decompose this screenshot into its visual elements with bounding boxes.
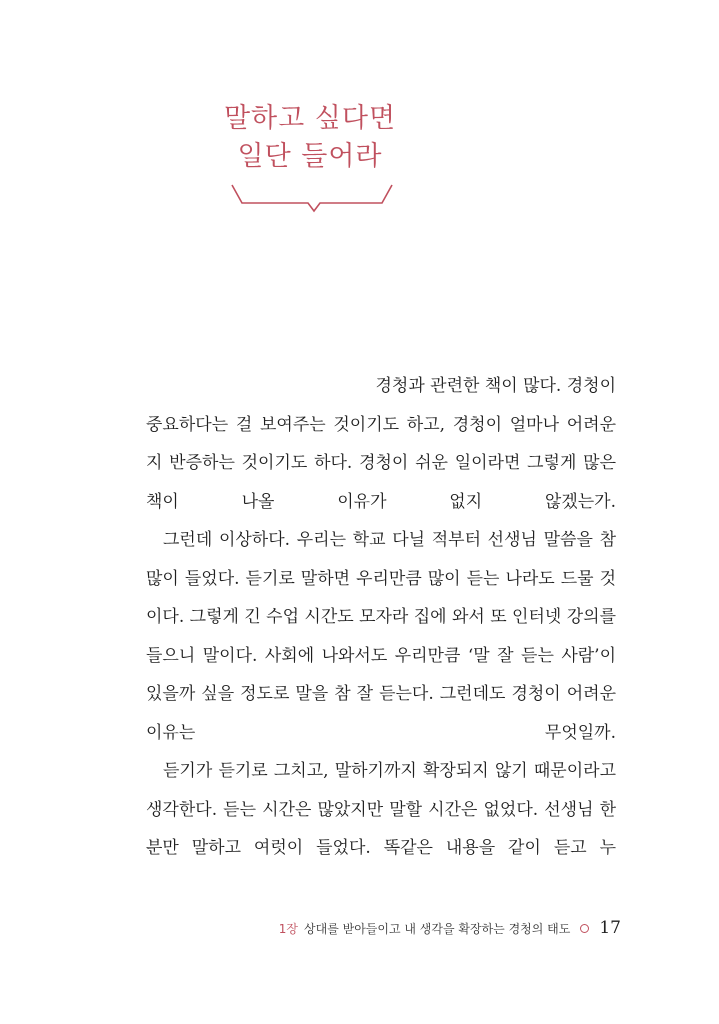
- circle-separator-icon: [580, 924, 589, 933]
- footer-chapter-title: 상대를 받아들이고 내 생각을 확장하는 경청의 태도: [304, 921, 571, 936]
- paragraph-1-rest: 중요하다는 걸 보여주는 것이기도 하고, 경청이 얼마나 어려운지 반증하는 것이기도 하다. 경청이 쉬운 일이라면 그렇게 많은 책이 나올 이유가 없지 않겠는가.: [146, 414, 616, 512]
- footer-chapter-label: 1장: [278, 921, 299, 936]
- title-line-1: 말하고 싶다면: [223, 103, 397, 134]
- paragraph-3: 듣기가 듣기로 그치고, 말하기까지 확장되지 않기 때문이라고 생각한다. 듣는 시간은 많았지만 말할 시간은 없었다. 선생님 한 분만 말하고 여럿이 들었다. 똑같은 내용을 같이 듣고 누: [146, 761, 616, 858]
- title-bracket-ornament: [228, 183, 396, 217]
- page-footer: [279, 918, 621, 938]
- paragraph-1-first-line: 경청과 관련한 책이 많다. 경청이: [375, 376, 616, 396]
- title-line-2: 일단 들어라: [237, 141, 383, 172]
- paragraph-2: 그런데 이상하다. 우리는 학교 다닐 적부터 선생님 말씀을 참 많이 들었다. 듣기로 말하면 우리만큼 많이 듣는 나라도 드물 것이다. 그렇게 긴 수업 시간도 모자라 집에 와서 또 인터넷 강의를 들으니 말이다. 사회에 나와서도 우리만큼 ‘말 잘 듣는 사람’이 있을까 싶을 정도로 말을 참 잘 듣는다. 그런데도 경청이 어려운 이유는 무엇일까.: [146, 530, 616, 743]
- page-number: 17: [599, 918, 621, 938]
- chapter-section-title: [0, 100, 620, 176]
- paragraph-1: [146, 367, 616, 521]
- body-text: [146, 367, 616, 868]
